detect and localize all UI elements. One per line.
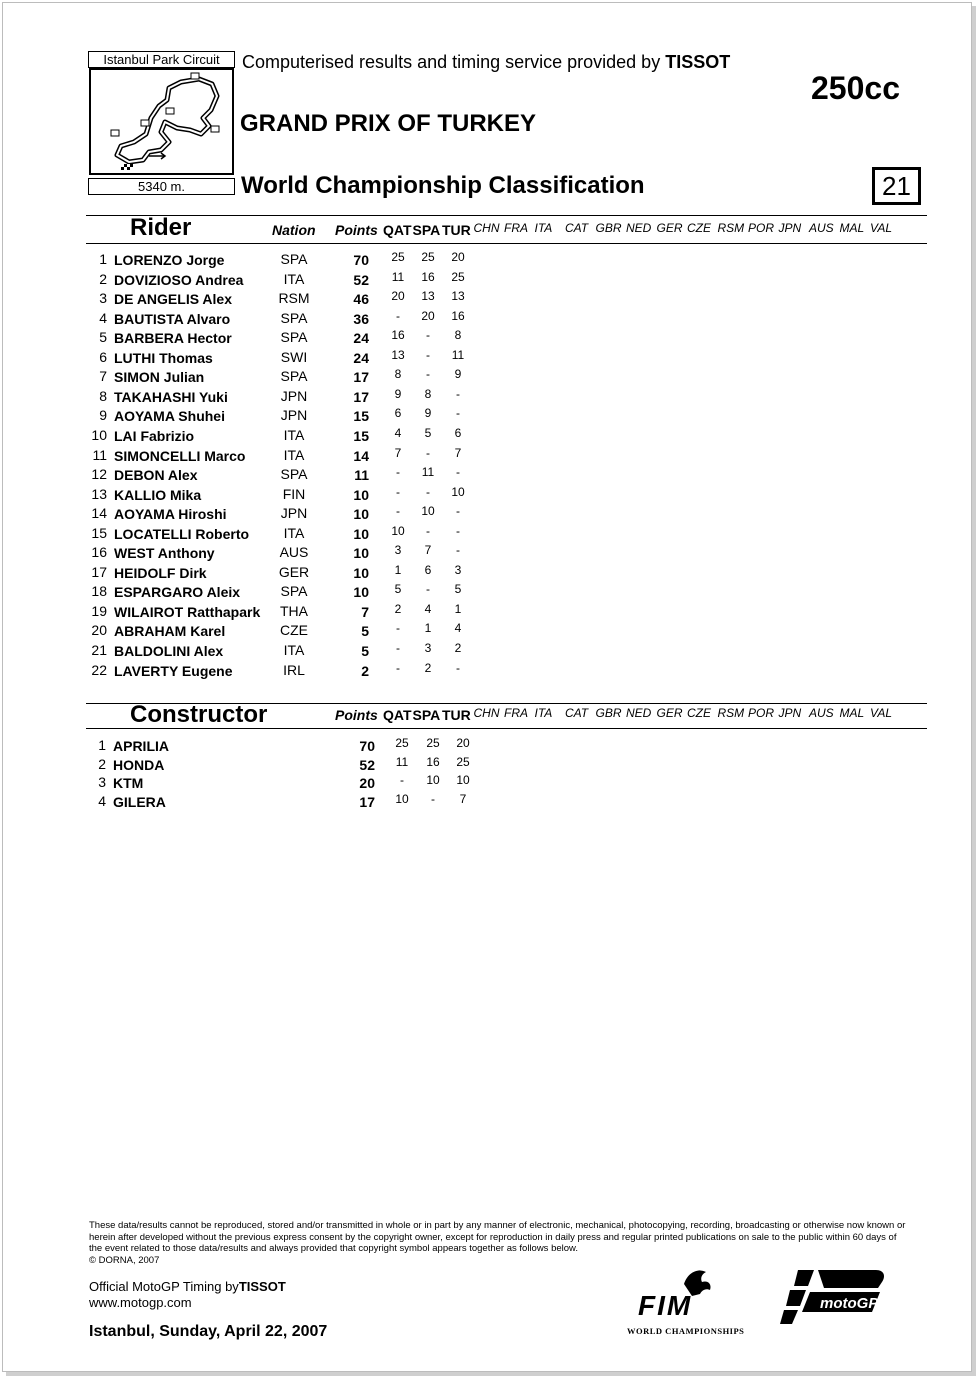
rider-qat-points: 3 bbox=[394, 543, 402, 558]
rider-tur-points: - bbox=[456, 660, 460, 675]
rider-row bbox=[0, 641, 980, 661]
page-frame bbox=[2, 2, 972, 1372]
rider-header-race-tur: TUR bbox=[442, 222, 471, 238]
provider-brand: TISSOT bbox=[665, 52, 731, 72]
rider-qat-points: 2 bbox=[394, 601, 402, 616]
rider-header-race-chn: CHN bbox=[473, 221, 500, 235]
constructor-header-race-spa: SPA bbox=[412, 707, 441, 723]
rider-name: LORENZO Jorge bbox=[114, 252, 225, 268]
rider-points: 70 bbox=[353, 252, 369, 268]
rider-points: 24 bbox=[353, 330, 369, 347]
rider-name: LUTHI Thomas bbox=[114, 349, 213, 366]
circuit-name: Istanbul Park Circuit bbox=[88, 51, 235, 68]
rider-nation: SPA bbox=[280, 251, 308, 267]
disclaimer-text: These data/results cannot be reproduced, stored and/or transmitted in whole or in part by any manner of electronic, mechanical, photocopying, recording, broadcasting or otherwise now known or herein after developed without the previous express consent by the copyright owner, except for reproduction in daily press and regular printed publications on sale to the public within 60 days of the event related to those data/results and always provided that copyright symbol appears together as follows below. bbox=[89, 1220, 906, 1255]
constructor-row bbox=[0, 736, 980, 755]
place-date: Istanbul, Sunday, April 22, 2007 bbox=[89, 1323, 328, 1340]
rider-qat-points: 8 bbox=[394, 367, 402, 382]
rider-header-race-ned: NED bbox=[626, 221, 652, 235]
rider-nation: SPA bbox=[280, 583, 308, 600]
rider-row bbox=[0, 348, 980, 368]
rider-nation: SPA bbox=[280, 329, 308, 346]
rider-points: 11 bbox=[354, 467, 369, 484]
rider-qat-points: - bbox=[396, 641, 400, 655]
rider-spa-points: 11 bbox=[421, 465, 435, 480]
rider-qat-points: 6 bbox=[394, 406, 402, 421]
rider-position: 14 bbox=[91, 505, 107, 522]
rider-header-top-rule bbox=[86, 215, 927, 216]
rider-points: 15 bbox=[353, 408, 369, 425]
gp-title: GRAND PRIX OF TURKEY bbox=[240, 110, 537, 137]
rider-header-race-qat: QAT bbox=[383, 222, 412, 238]
rider-tur-points: 16 bbox=[451, 308, 465, 323]
constructor-position: 2 bbox=[98, 755, 106, 772]
track-length: 5340 m. bbox=[88, 178, 235, 195]
rider-position: 10 bbox=[91, 426, 107, 443]
rider-spa-points: 4 bbox=[424, 601, 432, 616]
rider-points: 10 bbox=[353, 545, 369, 562]
rider-position: 11 bbox=[92, 446, 107, 463]
rider-spa-points: 7 bbox=[424, 543, 432, 558]
points-column-header: Points bbox=[335, 222, 378, 238]
rider-position: 3 bbox=[99, 290, 107, 307]
rider-tur-points: - bbox=[456, 504, 460, 519]
constructor-header-race-ger: GER bbox=[656, 706, 683, 720]
rider-points: 10 bbox=[353, 486, 369, 503]
rider-tur-points: - bbox=[456, 543, 460, 558]
rider-points: 14 bbox=[353, 447, 369, 464]
rider-spa-points: 9 bbox=[424, 406, 432, 421]
rider-header-race-por: POR bbox=[748, 221, 775, 235]
rider-nation: SPA bbox=[280, 309, 308, 326]
rider-nation: GER bbox=[278, 563, 310, 580]
rider-row bbox=[0, 621, 980, 641]
constructor-position: 1 bbox=[98, 737, 106, 753]
rider-name: HEIDOLF Dirk bbox=[114, 564, 207, 581]
rider-nation: IRL bbox=[283, 661, 305, 678]
constructor-position: 4 bbox=[98, 792, 106, 809]
rider-name: KALLIO Mika bbox=[114, 486, 202, 503]
rider-tur-points: 11 bbox=[451, 347, 465, 362]
rider-row bbox=[0, 328, 980, 348]
timing-prefix: Official MotoGP Timing by bbox=[89, 1279, 239, 1294]
rider-qat-points: - bbox=[396, 308, 400, 323]
rider-row bbox=[0, 289, 980, 309]
rider-row bbox=[0, 270, 980, 290]
rider-name: SIMONCELLI Marco bbox=[114, 447, 246, 464]
rider-nation: ITA bbox=[283, 426, 305, 443]
rider-points: 36 bbox=[353, 310, 369, 327]
rider-position: 22 bbox=[91, 661, 107, 678]
constructor-spa-points: 25 bbox=[426, 736, 440, 750]
constructor-tur-points: 25 bbox=[456, 754, 470, 769]
rider-spa-points: - bbox=[426, 484, 430, 499]
rider-qat-points: 5 bbox=[394, 582, 402, 597]
rider-name: DOVIZIOSO Andrea bbox=[114, 271, 244, 288]
rider-row bbox=[0, 504, 980, 524]
constructor-tur-points: 7 bbox=[459, 791, 467, 806]
rider-header-race-cat: CAT bbox=[565, 221, 589, 235]
track-map bbox=[89, 68, 234, 175]
constructor-spa-points: - bbox=[431, 791, 435, 806]
rider-tur-points: 5 bbox=[454, 582, 462, 597]
rider-qat-points: - bbox=[396, 621, 400, 636]
rider-name: DE ANGELIS Alex bbox=[114, 291, 232, 308]
rider-header-race-val: VAL bbox=[870, 221, 893, 235]
constructor-header-race-cat: CAT bbox=[565, 706, 589, 720]
rider-position: 7 bbox=[99, 368, 107, 385]
rider-spa-points: - bbox=[426, 347, 430, 362]
rider-qat-points: - bbox=[396, 660, 400, 675]
provider-line bbox=[242, 52, 730, 73]
rider-position: 1 bbox=[99, 251, 107, 267]
constructor-header-race-fra: FRA bbox=[504, 706, 528, 720]
rider-position: 17 bbox=[91, 563, 107, 580]
constructor-header-race-mal: MAL bbox=[839, 706, 865, 720]
rider-qat-points: 25 bbox=[391, 250, 405, 264]
rider-position: 13 bbox=[91, 485, 107, 502]
constructor-header-race-tur: TUR bbox=[442, 707, 471, 723]
rider-header-race-ger: GER bbox=[656, 221, 683, 235]
rider-row bbox=[0, 465, 980, 485]
rider-points: 10 bbox=[353, 525, 369, 542]
rider-tur-points: 8 bbox=[454, 328, 462, 343]
rider-spa-points: 20 bbox=[421, 308, 435, 323]
constructor-points-column-header: Points bbox=[335, 707, 378, 723]
motogp-logo-icon bbox=[780, 1266, 890, 1328]
rider-tur-points: 6 bbox=[454, 425, 462, 440]
rider-header-race-cze: CZE bbox=[687, 221, 711, 235]
rider-row bbox=[0, 582, 980, 602]
rider-spa-points: - bbox=[426, 445, 430, 460]
rider-nation: AUS bbox=[279, 544, 309, 561]
rider-position: 12 bbox=[91, 466, 107, 483]
rider-header-race-jpn: JPN bbox=[778, 221, 802, 235]
constructor-tur-points: 20 bbox=[456, 736, 470, 750]
rider-spa-points: 16 bbox=[421, 269, 435, 284]
constructor-table-title: Constructor bbox=[130, 701, 268, 728]
rider-tur-points: 25 bbox=[451, 269, 465, 284]
rider-points: 52 bbox=[353, 271, 369, 288]
constructor-name: HONDA bbox=[113, 756, 165, 773]
constructor-header-race-val: VAL bbox=[870, 706, 893, 720]
rider-tur-points: 7 bbox=[454, 445, 462, 460]
rider-name: ESPARGARO Aleix bbox=[114, 584, 241, 601]
constructor-name: GILERA bbox=[113, 793, 166, 810]
rider-name: BARBERA Hector bbox=[114, 330, 232, 347]
rider-qat-points: 10 bbox=[391, 523, 405, 538]
rider-header-race-gbr: GBR bbox=[595, 221, 622, 235]
rider-position: 20 bbox=[91, 622, 107, 639]
rider-header-race-spa: SPA bbox=[412, 222, 441, 238]
rider-position: 21 bbox=[91, 642, 107, 658]
constructor-qat-points: - bbox=[400, 773, 404, 788]
constructor-points: 20 bbox=[359, 775, 375, 792]
rider-position: 4 bbox=[99, 309, 107, 326]
rider-row bbox=[0, 485, 980, 505]
rider-row bbox=[0, 543, 980, 563]
fim-subtitle: WORLD CHAMPIONSHIPS bbox=[627, 1326, 745, 1336]
constructor-header-race-jpn: JPN bbox=[778, 706, 802, 720]
rider-spa-points: 10 bbox=[421, 504, 435, 519]
rider-header-bottom-rule bbox=[86, 243, 927, 244]
rider-tur-points: - bbox=[456, 465, 460, 480]
rider-nation: JPN bbox=[280, 407, 308, 424]
rider-name: BAUTISTA Alvaro bbox=[114, 310, 231, 327]
rider-position: 15 bbox=[91, 524, 107, 541]
rider-row bbox=[0, 426, 980, 446]
rider-tur-points: 3 bbox=[454, 562, 462, 577]
rider-spa-points: 2 bbox=[424, 660, 432, 675]
rider-qat-points: 7 bbox=[394, 445, 402, 460]
constructor-tur-points: 10 bbox=[456, 773, 470, 788]
classification-title: World Championship Classification bbox=[241, 172, 645, 199]
rider-tur-points: 1 bbox=[454, 601, 462, 616]
rider-position: 19 bbox=[91, 602, 107, 619]
rider-name: BALDOLINI Alex bbox=[114, 643, 224, 659]
constructor-header-race-ned: NED bbox=[626, 706, 652, 720]
rider-name: SIMON Julian bbox=[114, 369, 205, 386]
constructor-points: 70 bbox=[359, 738, 375, 754]
provider-prefix: Computerised results and timing service provided by bbox=[242, 52, 661, 72]
rider-spa-points: 8 bbox=[424, 386, 432, 401]
constructor-qat-points: 11 bbox=[395, 754, 409, 769]
website-link[interactable]: www.motogp.com bbox=[89, 1295, 192, 1310]
rider-points: 7 bbox=[361, 603, 369, 620]
constructor-header-race-qat: QAT bbox=[383, 707, 412, 723]
constructor-header-race-chn: CHN bbox=[473, 706, 500, 720]
rider-tur-points: 13 bbox=[451, 289, 465, 304]
copyright-disclaimer bbox=[89, 1220, 909, 1267]
constructor-position: 3 bbox=[98, 774, 106, 791]
motogp-logo-text: motoGP bbox=[820, 1295, 879, 1312]
rider-points: 17 bbox=[353, 388, 369, 405]
constructor-row bbox=[0, 792, 980, 811]
rider-name: WEST Anthony bbox=[114, 545, 215, 562]
rider-header-race-mal: MAL bbox=[839, 221, 865, 235]
rider-name: LAVERTY Eugene bbox=[114, 662, 233, 679]
constructor-header-race-aus: AUS bbox=[809, 706, 834, 720]
rider-qat-points: 13 bbox=[391, 347, 405, 362]
track-layout-icon bbox=[91, 70, 232, 173]
constructor-qat-points: 25 bbox=[395, 736, 409, 750]
rider-tur-points: - bbox=[456, 386, 460, 401]
rider-qat-points: - bbox=[396, 465, 400, 480]
constructor-name: APRILIA bbox=[113, 738, 169, 754]
rider-spa-points: 25 bbox=[421, 250, 435, 264]
rider-header-race-fra: FRA bbox=[504, 221, 528, 235]
rider-position: 8 bbox=[99, 387, 107, 404]
constructor-qat-points: 10 bbox=[395, 791, 409, 806]
rider-row bbox=[0, 309, 980, 329]
rider-row bbox=[0, 524, 980, 544]
constructor-spa-points: 16 bbox=[426, 754, 440, 769]
rider-qat-points: 1 bbox=[394, 562, 402, 577]
rider-row bbox=[0, 602, 980, 622]
rider-nation: THA bbox=[280, 602, 308, 619]
rider-header-race-rsm: RSM bbox=[717, 221, 745, 235]
constructor-header-bottom-rule bbox=[86, 728, 927, 729]
rider-spa-points: 6 bbox=[424, 562, 432, 577]
rider-header-race-aus: AUS bbox=[809, 221, 834, 235]
fim-logo-text: FIM bbox=[638, 1290, 693, 1321]
rider-position: 18 bbox=[91, 583, 107, 600]
nation-column-header: Nation bbox=[272, 222, 316, 238]
constructor-header-race-ita: ITA bbox=[534, 706, 553, 720]
rider-spa-points: - bbox=[426, 328, 430, 343]
rider-name: LAI Fabrizio bbox=[114, 427, 195, 444]
constructor-header-race-cze: CZE bbox=[687, 706, 711, 720]
rider-points: 10 bbox=[353, 506, 369, 523]
rider-nation: CZE bbox=[280, 622, 308, 639]
rider-tur-points: - bbox=[456, 406, 460, 421]
official-timing-line bbox=[89, 1279, 286, 1294]
rider-row bbox=[0, 406, 980, 426]
rider-qat-points: 4 bbox=[394, 425, 402, 440]
rider-points: 2 bbox=[361, 662, 369, 679]
rider-position: 9 bbox=[99, 407, 107, 424]
rider-row bbox=[0, 387, 980, 407]
rider-name: WILAIROT Ratthapark bbox=[114, 603, 261, 620]
rider-qat-points: 9 bbox=[394, 386, 402, 401]
rider-name: ABRAHAM Karel bbox=[114, 623, 226, 640]
rider-points: 46 bbox=[353, 291, 369, 308]
rider-position: 5 bbox=[99, 329, 107, 346]
rider-nation: FIN bbox=[282, 485, 306, 502]
rider-nation: SPA bbox=[280, 368, 308, 385]
rider-qat-points: - bbox=[396, 504, 400, 519]
rider-tur-points: 2 bbox=[454, 641, 462, 655]
rider-nation: ITA bbox=[283, 270, 305, 287]
rider-tur-points: - bbox=[456, 523, 460, 538]
copyright-notice: © DORNA, 2007 bbox=[89, 1255, 160, 1267]
rider-name: TAKAHASHI Yuki bbox=[114, 388, 228, 405]
rider-spa-points: - bbox=[426, 367, 430, 382]
rider-nation: ITA bbox=[283, 524, 305, 541]
rider-position: 6 bbox=[99, 348, 107, 365]
category-label: 250cc bbox=[811, 70, 900, 106]
rider-qat-points: 11 bbox=[391, 269, 405, 284]
rider-spa-points: 3 bbox=[424, 641, 432, 655]
rider-nation: ITA bbox=[283, 446, 305, 463]
rider-nation: SWI bbox=[280, 348, 308, 365]
rider-qat-points: 16 bbox=[391, 328, 405, 343]
constructor-name: KTM bbox=[113, 775, 144, 792]
round-number: 21 bbox=[872, 167, 921, 205]
rider-position: 16 bbox=[91, 544, 107, 561]
constructor-header-race-por: POR bbox=[748, 706, 775, 720]
constructor-points: 52 bbox=[359, 756, 375, 773]
constructor-points: 17 bbox=[359, 793, 375, 810]
rider-row bbox=[0, 367, 980, 387]
rider-nation: JPN bbox=[280, 387, 308, 404]
rider-points: 15 bbox=[353, 427, 369, 444]
rider-tur-points: 9 bbox=[454, 367, 462, 382]
rider-points: 10 bbox=[353, 584, 369, 601]
rider-row bbox=[0, 563, 980, 583]
rider-qat-points: 20 bbox=[391, 289, 405, 304]
rider-row bbox=[0, 446, 980, 466]
rider-row bbox=[0, 661, 980, 681]
rider-points: 5 bbox=[361, 623, 369, 640]
rider-points: 10 bbox=[353, 564, 369, 581]
constructor-header-race-gbr: GBR bbox=[595, 706, 622, 720]
rider-header-race-ita: ITA bbox=[534, 221, 553, 235]
rider-nation: ITA bbox=[283, 642, 305, 658]
rider-nation: JPN bbox=[280, 505, 308, 522]
rider-points: 24 bbox=[353, 349, 369, 366]
rider-spa-points: 1 bbox=[424, 621, 432, 636]
rider-name: LOCATELLI Roberto bbox=[114, 525, 250, 542]
constructor-header-race-rsm: RSM bbox=[717, 706, 745, 720]
rider-spa-points: 5 bbox=[424, 425, 432, 440]
constructor-row bbox=[0, 755, 980, 774]
rider-spa-points: - bbox=[426, 523, 430, 538]
rider-tur-points: 10 bbox=[451, 484, 465, 499]
rider-qat-points: - bbox=[396, 484, 400, 499]
rider-points: 17 bbox=[353, 369, 369, 386]
rider-nation: SPA bbox=[280, 466, 308, 483]
rider-position: 2 bbox=[99, 270, 107, 287]
rider-table-title: Rider bbox=[130, 214, 192, 241]
rider-spa-points: - bbox=[426, 582, 430, 597]
rider-points: 5 bbox=[361, 643, 369, 659]
rider-tur-points: 4 bbox=[454, 621, 462, 636]
rider-tur-points: 20 bbox=[451, 250, 465, 264]
rider-spa-points: 13 bbox=[421, 289, 435, 304]
rider-name: AOYAMA Shuhei bbox=[114, 408, 225, 425]
rider-nation: RSM bbox=[278, 290, 310, 307]
constructor-spa-points: 10 bbox=[426, 773, 440, 788]
timing-brand: TISSOT bbox=[238, 1279, 286, 1294]
constructor-row bbox=[0, 773, 980, 792]
rider-name: DEBON Alex bbox=[114, 467, 198, 484]
rider-name: AOYAMA Hiroshi bbox=[114, 506, 227, 523]
rider-row bbox=[0, 250, 980, 270]
